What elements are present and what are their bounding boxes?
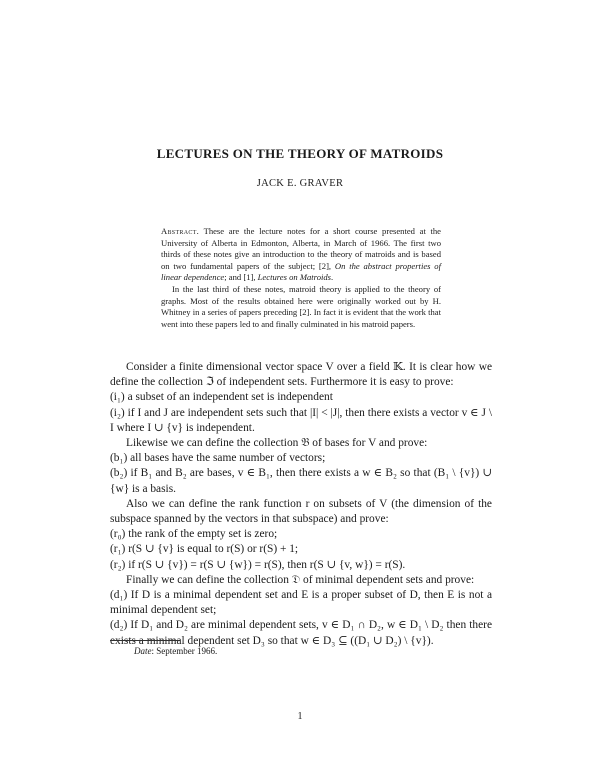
abstract-paragraph-2: In the last third of these notes, matroid theory is applied to the theory of graphs. Most of the results obtained here were originally worked out by H. Whitney in a series of papers preceding [2]. In fact it is evident that the work that went into these papers led to and finally culminated in his matroid papers. (161, 283, 441, 329)
property-r0: (r₀) the rank of the empty set is zero; (110, 528, 278, 541)
footnote-rule (110, 640, 180, 641)
property-d1: (d₁) If D is a minimal dependent set and E is a proper subset of D, then E is not a minimal dependent set; (110, 589, 492, 617)
property-i1: (i₁) a subset of an independent set is independent (110, 391, 333, 404)
body-text (110, 360, 492, 649)
abstract-label: Abstract. (161, 226, 200, 236)
abstract (161, 226, 441, 330)
abstract-ref-2: Lectures on Matroids (257, 272, 332, 283)
bases-intro: Likewise we can define the collection 𝔅 of bases for V and prove: (126, 437, 428, 450)
abstract-ref-1: On the abstract properties of linear dependence (161, 260, 441, 283)
property-r2: (r₂) if r(S ∪ {v}) = r(S ∪ {w}) = r(S), then r(S ∪ {v, w}) = r(S). (110, 558, 406, 571)
abstract-paragraph-1 (161, 226, 441, 284)
rank-intro: Also we can define the rank function r on subsets of V (the dimension of the subspace spanned by the vectors in that subspace) and prove: (110, 497, 492, 526)
page-number: 1 (297, 711, 303, 722)
footnote-label: Date (134, 646, 152, 656)
property-r1: (r₁) r(S ∪ {v} is equal to r(S) or r(S) + 1; (110, 543, 299, 556)
footnote-text: : September 1966. (151, 646, 218, 656)
footnote (134, 646, 217, 656)
property-b2: (b₂) if B₁ and B₂ are bases, v ∈ B₁, then there exists a w ∈ B₂ so that (B₁ \ {v}) ∪ {w} is a basis. (110, 467, 492, 495)
intro-paragraph: Consider a finite dimensional vector space V over a field 𝕂. It is clear how we define the collection ℑ of independent sets. Furthermore it is easy to prove: (110, 361, 492, 389)
abstract-text-c: . (331, 272, 334, 283)
property-d2: (d₂) If D₁ and D₂ are minimal dependent sets, v ∈ D₁ ∩ D₂, w ∈ D₁ \ D₂ then there exists a minimal dependent set D₃ so that w ∈ D₃ ⊆ ((D₁ ∪ D₂) \ {v}). (110, 619, 492, 647)
dependent-intro: Finally we can define the collection 𝔇 of minimal dependent sets and prove: (126, 573, 475, 586)
paper-title: LECTURES ON THE THEORY OF MATROIDS (156, 146, 444, 161)
property-b1: (b₁) all bases have the same number of vectors; (110, 452, 326, 465)
abstract-text-a: These are the lecture notes for a short course presented at the University of Alberta in Edmonton, Alberta, in March of 1966. The first two thirds of these notes give an introduction to the theory of matroids and is based on two fundamental papers of the subject; [2], (161, 226, 441, 271)
paper-author: JACK E. GRAVER (256, 178, 344, 189)
abstract-text-b: ; and [1], (224, 272, 258, 283)
property-i2: (i₂) if I and J are independent sets such that |I| < |J|, then there exists a vector v ∈ J \ I where I ∪ {v} is independent. (110, 406, 492, 434)
